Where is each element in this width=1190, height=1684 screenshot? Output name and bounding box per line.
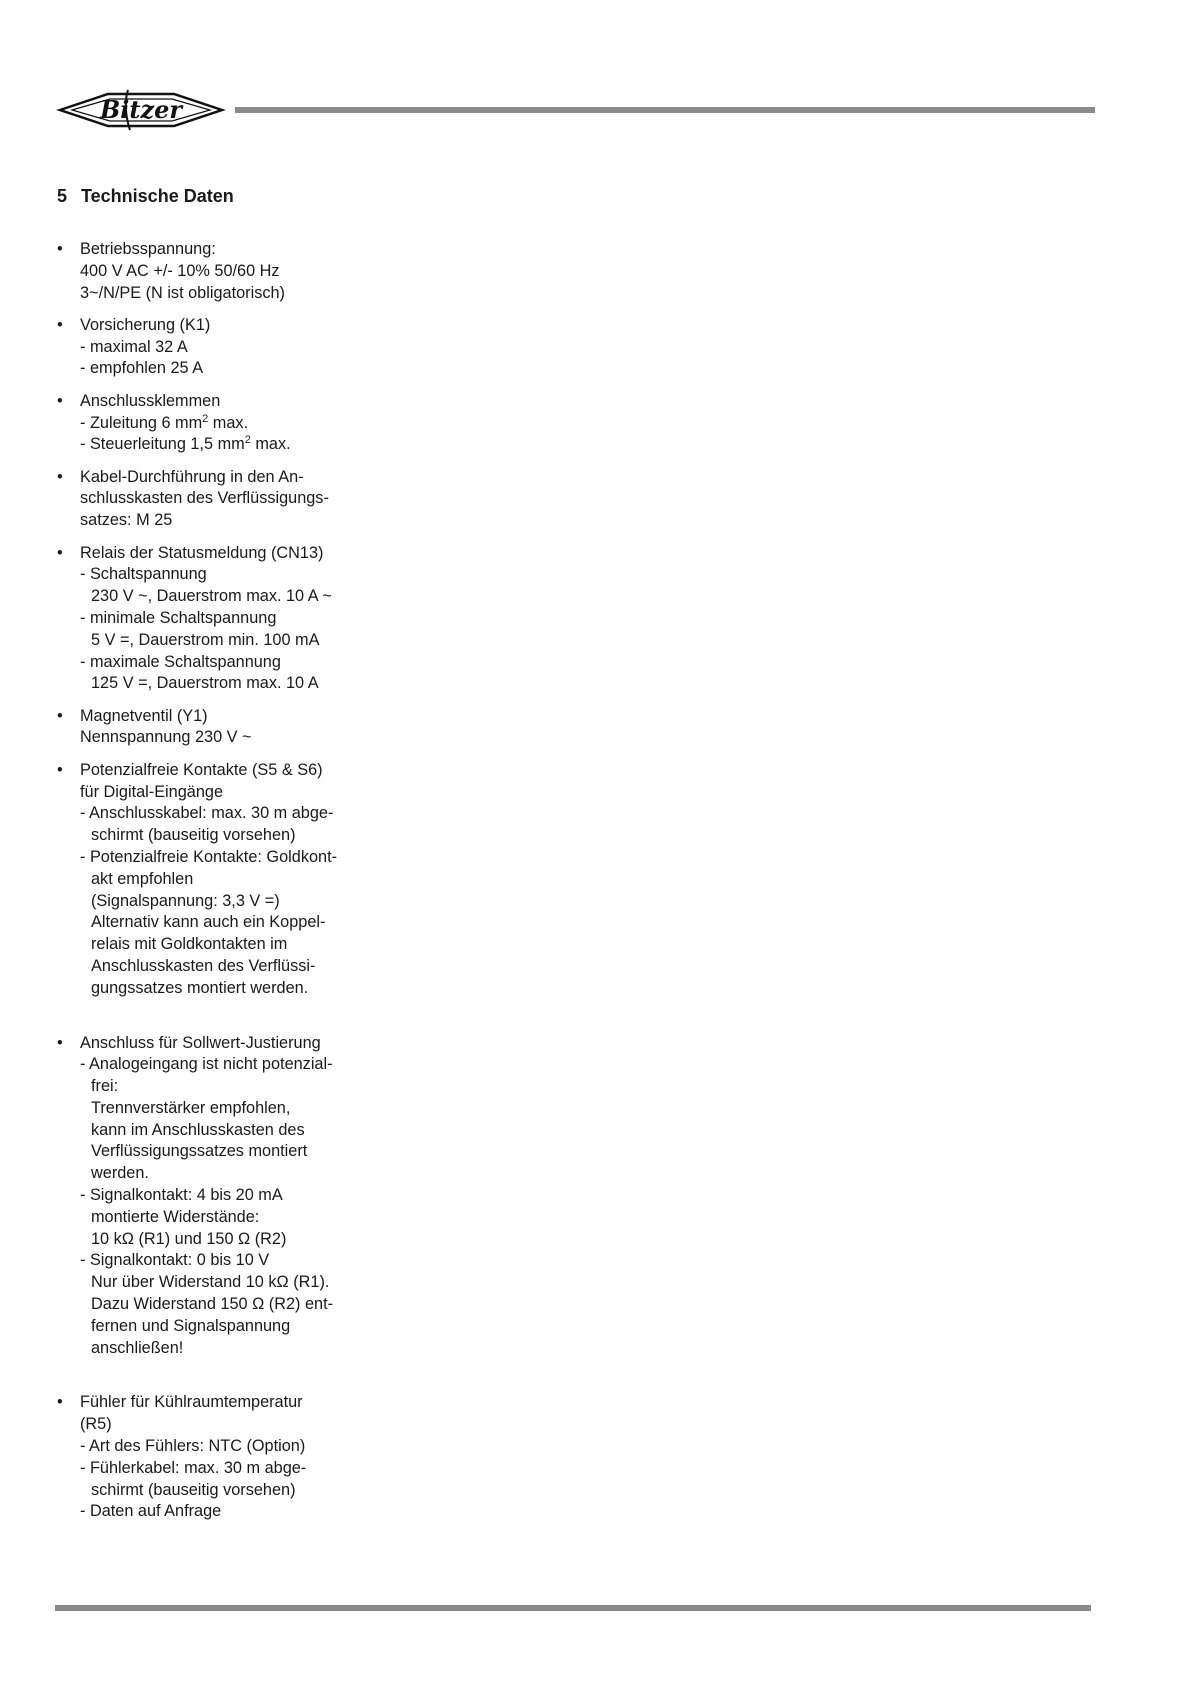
item-text-line: Betriebsspannung:: [80, 240, 216, 258]
item-text-line: schlusskasten des Verflüssigungs-: [80, 489, 329, 508]
sub-item: - Signalkontakt: 0 bis 10 V: [80, 1251, 270, 1270]
item-text-line: Nennspannung 230 V ~: [80, 728, 252, 747]
sub-item: - Art des Fühlers: NTC (Option): [80, 1437, 306, 1456]
sub-item-continuation: Alternativ kann auch ein Koppel-: [91, 913, 326, 932]
sub-item-text: - Zuleitung 6 mm: [80, 413, 203, 432]
sub-item-continuation: 125 V =, Dauerstrom max. 10 A: [91, 674, 319, 693]
bullet-icon: •: [57, 1393, 63, 1412]
sub-item: - maximale Schaltspannung: [80, 652, 281, 671]
bullet-icon: •: [57, 391, 63, 410]
item-text-line: Vorsicherung (K1): [80, 315, 211, 334]
list-item: [57, 315, 387, 380]
superscript: 2: [202, 412, 209, 425]
list-item: [57, 1033, 387, 1360]
item-text-line: Relais der Statusmeldung (CN13): [80, 543, 324, 562]
logo-wordmark: Bitzer: [99, 95, 183, 124]
sub-item-text: max.: [208, 413, 249, 432]
sub-item-continuation: Anschlusskasten des Verflüssi-: [91, 956, 316, 975]
superscript: 2: [244, 434, 251, 447]
bullet-icon: •: [57, 467, 63, 486]
sub-item-continuation: akt empfohlen: [91, 869, 194, 888]
bullet-icon: •: [57, 706, 63, 725]
sub-item-text: max.: [250, 435, 291, 454]
item-text-line: Anschluss für Sollwert-Justierung: [80, 1033, 321, 1052]
sub-item-continuation: 230 V ~, Dauerstrom max. 10 A ~: [91, 587, 332, 606]
item-text-line: Potenzialfreie Kontakte (S5 & S6): [80, 760, 323, 779]
sub-item: - Signalkontakt: 4 bis 20 mA: [80, 1186, 283, 1205]
sub-item-continuation: frei:: [91, 1077, 119, 1096]
sub-item: - Daten auf Anfrage: [80, 1502, 222, 1521]
sub-item: - Analogeingang ist nicht potenzial-: [80, 1055, 333, 1074]
item-text-line: Kabel-Durchführung in den An-: [80, 467, 304, 486]
list-item: [57, 467, 387, 532]
sub-item: - Fühlerkabel: max. 30 m abge-: [80, 1458, 307, 1477]
sub-item-continuation: schirmt (bauseitig vorsehen): [91, 1480, 296, 1499]
item-text-line: Magnetventil (Y1): [80, 706, 208, 725]
header-rule: [235, 107, 1095, 113]
sub-item-continuation: Dazu Widerstand 150 Ω (R2) ent-: [91, 1295, 334, 1314]
list-item: [57, 706, 387, 750]
section-title-text: Technische Daten: [81, 186, 234, 206]
sub-item-continuation: anschließen!: [91, 1338, 184, 1357]
list-item: [57, 760, 387, 1000]
sub-item-continuation: montierte Widerstände:: [91, 1207, 260, 1226]
sub-item-text: - Steuerleitung 1,5 mm: [80, 435, 245, 454]
bullet-icon: •: [57, 543, 63, 562]
sub-item-continuation: 10 kΩ (R1) und 150 Ω (R2): [91, 1229, 287, 1248]
sub-item: [80, 434, 387, 456]
sub-item: - Schaltspannung: [80, 565, 207, 584]
list-item: [57, 543, 387, 696]
bullet-icon: •: [57, 315, 63, 334]
sub-item-continuation: kann im Anschlusskasten des: [91, 1120, 305, 1139]
sub-item-continuation: schirmt (bauseitig vorsehen): [91, 826, 296, 845]
bullet-icon: •: [57, 240, 63, 258]
technical-data-list: [57, 239, 387, 1534]
sub-item: [80, 413, 387, 435]
sub-item-continuation: Verflüssigungssatzes montiert: [91, 1142, 308, 1161]
list-item: [57, 391, 387, 456]
item-text-line: Fühler für Kühlraumtemperatur: [80, 1393, 303, 1412]
sub-item: - maximal 32 A: [80, 337, 188, 356]
section-title: [57, 184, 234, 208]
bullet-icon: •: [57, 1033, 63, 1052]
sub-item-continuation: Trennverstärker empfohlen,: [91, 1098, 291, 1117]
section-number: 5: [57, 186, 68, 206]
sub-item-continuation: werden.: [91, 1164, 149, 1183]
item-text-line: Anschlussklemmen: [80, 391, 221, 410]
sub-item-continuation: (Signalspannung: 3,3 V =): [91, 891, 280, 910]
item-text-line: 3~/N/PE (N ist obligatorisch): [80, 283, 285, 302]
item-text-line: für Digital-Eingänge: [80, 782, 223, 801]
item-text-line: (R5): [80, 1415, 112, 1434]
sub-item-continuation: gungssatzes montiert werden.: [91, 978, 309, 997]
sub-item: - minimale Schaltspannung: [80, 608, 277, 627]
sub-item: - Anschlusskabel: max. 30 m abge-: [80, 804, 334, 823]
sub-item-continuation: 5 V =, Dauerstrom min. 100 mA: [91, 630, 320, 649]
sub-item: - Potenzialfreie Kontakte: Goldkont-: [80, 847, 338, 866]
footer-rule: [55, 1605, 1091, 1611]
bullet-icon: •: [57, 760, 63, 779]
list-item: [57, 239, 387, 304]
sub-item-continuation: Nur über Widerstand 10 kΩ (R1).: [91, 1273, 330, 1292]
item-text-line: satzes: M 25: [80, 511, 173, 530]
sub-item: - empfohlen 25 A: [80, 359, 204, 378]
sub-item-continuation: fernen und Signalspannung: [91, 1316, 291, 1335]
item-text-line: 400 V AC +/- 10% 50/60 Hz: [80, 261, 280, 280]
bitzer-logo: [56, 82, 226, 138]
list-item: [57, 1392, 387, 1523]
sub-item-continuation: relais mit Goldkontakten im: [91, 935, 288, 954]
